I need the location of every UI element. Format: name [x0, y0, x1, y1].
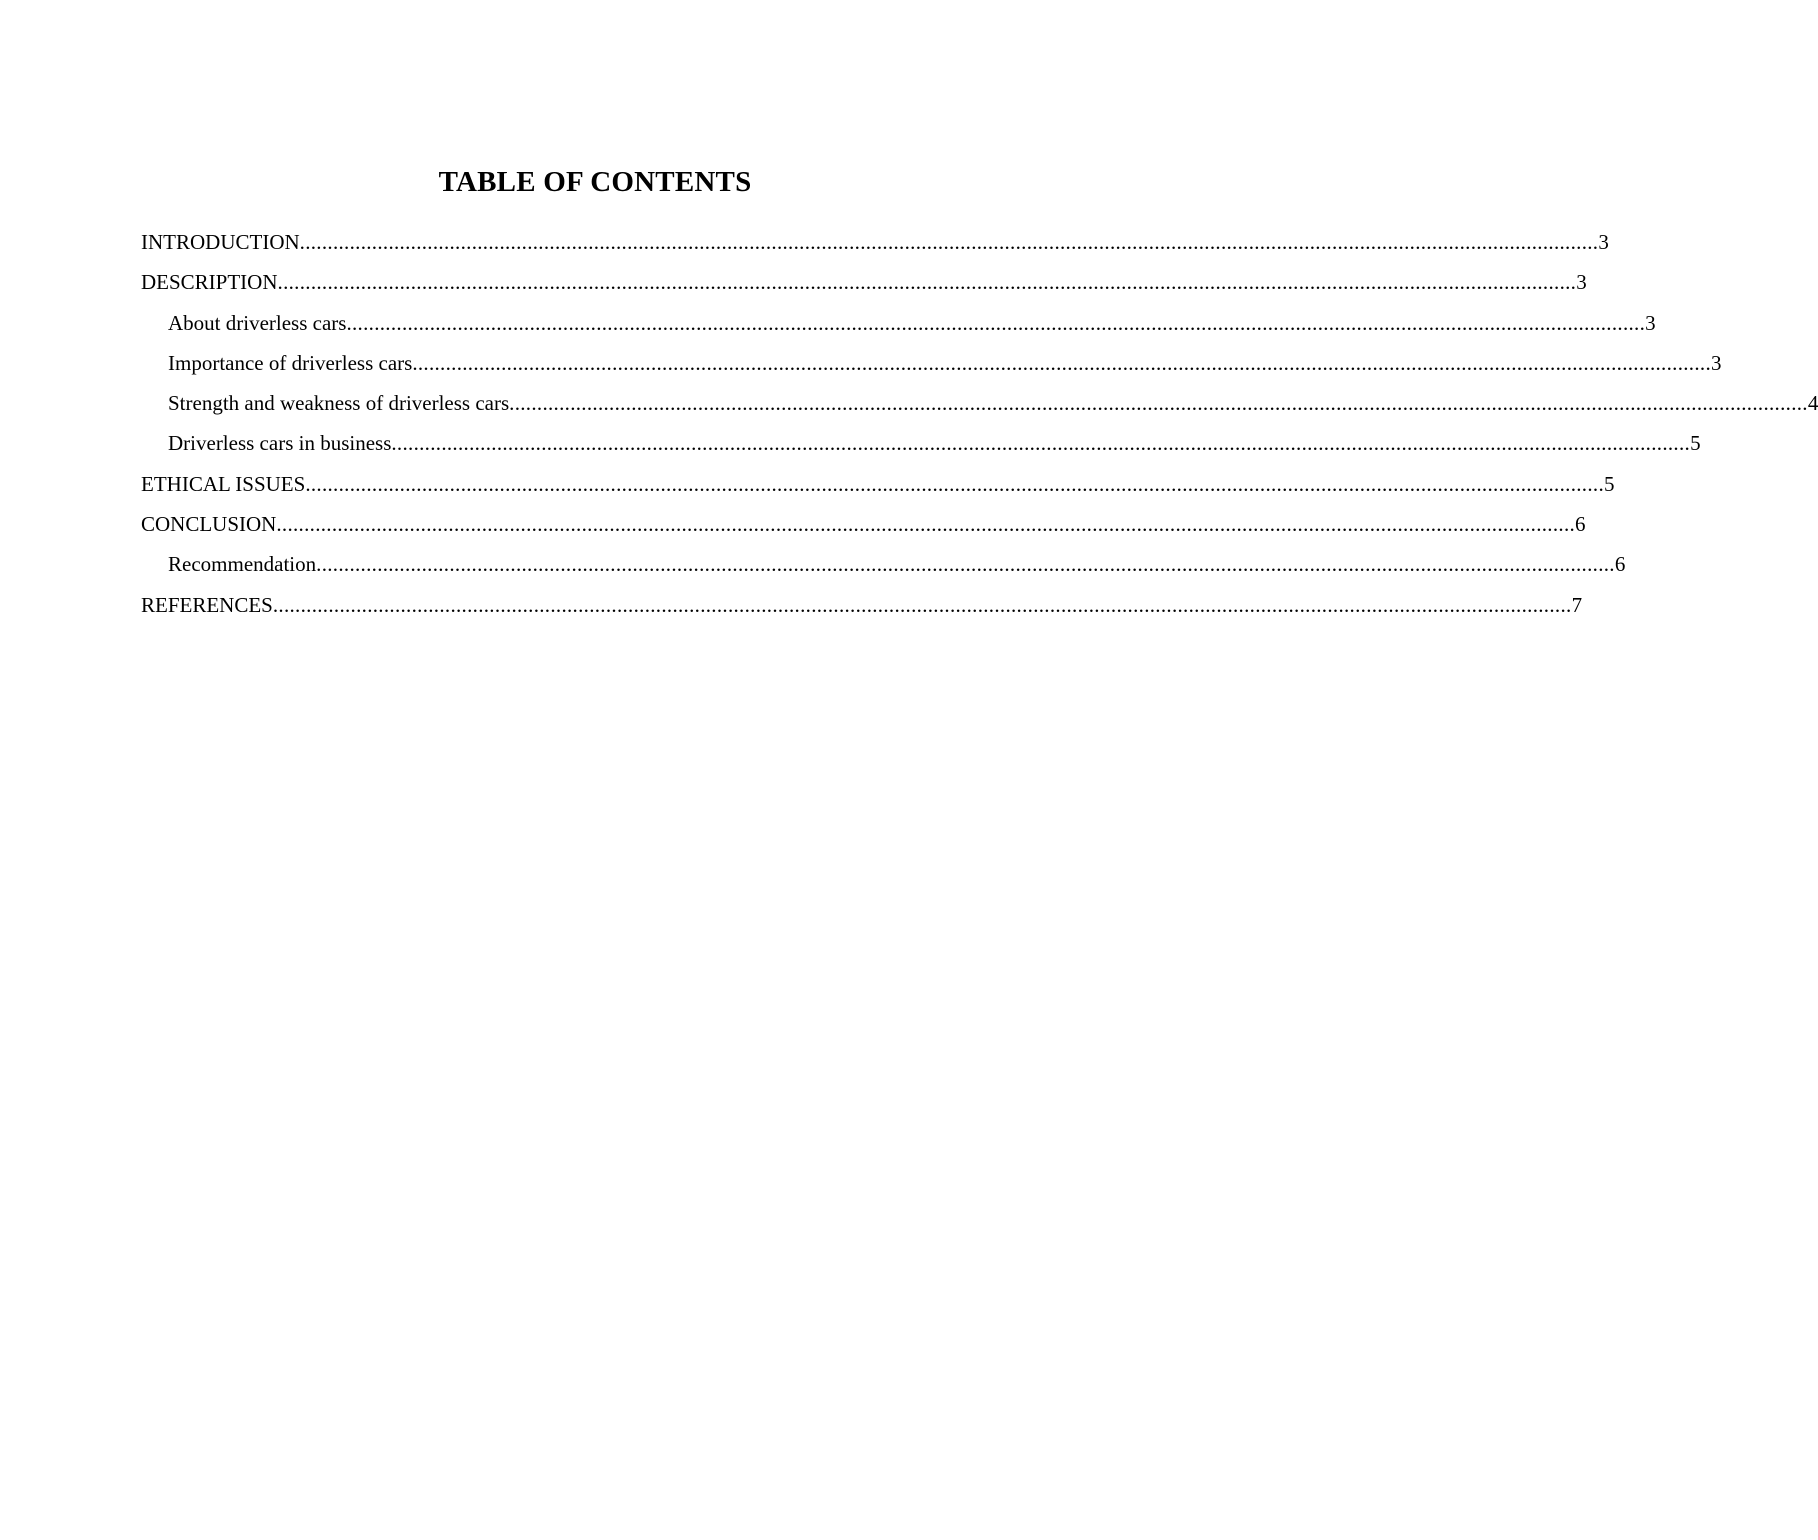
toc-dot-leader: ..........................................................................................................................................................................................................................................	[272, 592, 1572, 617]
toc-page-number: 3	[1576, 270, 1587, 295]
toc-dot-leader: ..........................................................................................................................................................................................................................................	[391, 431, 1691, 456]
toc-title: TABLE OF CONTENTS	[438, 166, 752, 198]
toc-list	[141, 226, 1818, 629]
toc-page-number: 5	[1604, 471, 1615, 496]
toc-entry-recommendation[interactable]	[141, 548, 1626, 588]
toc-page-number: 3	[1598, 230, 1609, 254]
toc-page-number: 6	[1575, 512, 1586, 537]
toc-page-number: 7	[1571, 592, 1583, 617]
toc-entry-label: INTRODUCTION	[141, 230, 300, 254]
toc-dot-leader: ..........................................................................................................................................................................................................................................	[276, 512, 1576, 537]
toc-page-number: 3	[1645, 310, 1656, 335]
toc-entry-label: Importance of driverless cars	[168, 350, 413, 375]
toc-dot-leader: ..........................................................................................................................................................................................................................................	[412, 350, 1712, 375]
toc-dot-leader: ..........................................................................................................................................................................................................................................	[346, 310, 1646, 335]
toc-page-number: 3	[1711, 350, 1722, 375]
toc-entry-label: REFERENCES	[141, 592, 273, 617]
toc-entry-label: Recommendation	[168, 552, 317, 577]
toc-entry-introduction[interactable]	[141, 226, 1609, 266]
toc-entry-importance-of-driverless-cars[interactable]	[141, 347, 1722, 387]
toc-page-number: 6	[1614, 552, 1626, 577]
toc-entry-conclusion[interactable]	[141, 508, 1586, 548]
toc-dot-leader: ..........................................................................................................................................................................................................................................	[299, 230, 1599, 254]
toc-dot-leader: ..........................................................................................................................................................................................................................................	[277, 270, 1577, 295]
toc-entry-references[interactable]	[141, 589, 1583, 629]
toc-entry-label: Driverless cars in business	[168, 431, 392, 456]
toc-entry-label: CONCLUSION	[141, 512, 277, 537]
toc-dot-leader: ..........................................................................................................................................................................................................................................	[509, 391, 1808, 416]
toc-entry-ethical-issues[interactable]	[141, 468, 1615, 508]
toc-entry-label: About driverless cars	[168, 310, 347, 335]
toc-entry-description[interactable]	[141, 266, 1587, 306]
toc-entry-label: ETHICAL ISSUES	[141, 471, 306, 496]
toc-dot-leader: ..........................................................................................................................................................................................................................................	[316, 552, 1615, 577]
toc-entry-about-driverless-cars[interactable]	[141, 307, 1656, 347]
toc-dot-leader: ..........................................................................................................................................................................................................................................	[305, 471, 1605, 496]
toc-entry-label: Strength and weakness of driverless cars	[168, 391, 510, 416]
toc-page-number: 5	[1690, 431, 1701, 456]
toc-entry-driverless-cars-in-business[interactable]	[141, 427, 1701, 467]
toc-page-number: 4	[1807, 391, 1818, 416]
toc-entry-label: DESCRIPTION	[141, 270, 278, 295]
toc-entry-strength-and-weakness[interactable]	[141, 387, 1818, 427]
